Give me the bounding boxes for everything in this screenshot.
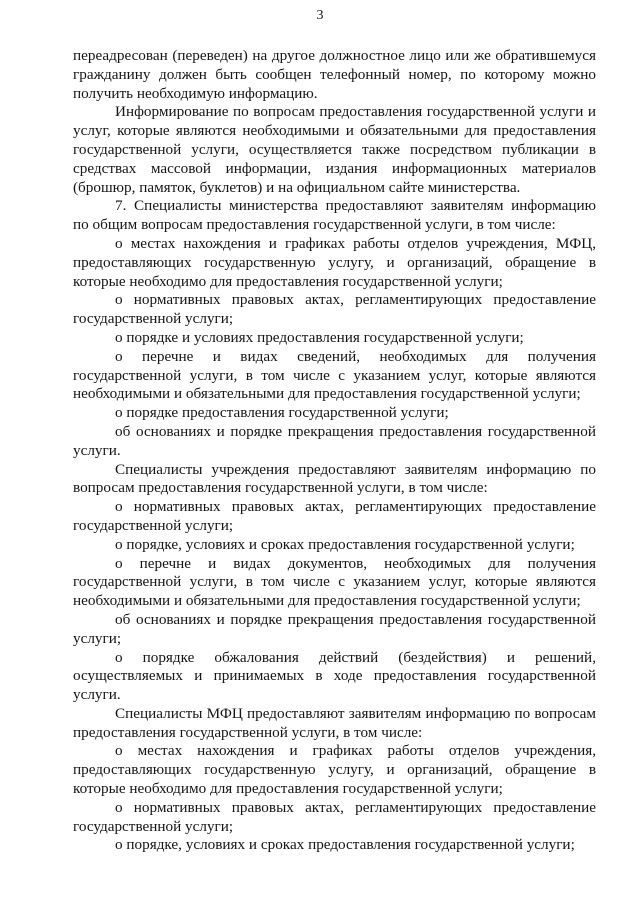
paragraph: о местах нахождения и графиках работы отделов учреждения, МФЦ, предоставляющих государственную услугу, и организаций, обращение в которые необходимо для предоставления государственной услуги; <box>73 234 596 290</box>
paragraph: Специалисты учреждения предоставляют заявителям информацию по вопросам предоставления государственной услуги, в том числе: <box>73 460 596 497</box>
paragraph: о нормативных правовых актах, регламентирующих предоставление государственной услуги; <box>73 498 596 534</box>
page-number: 3 <box>316 8 324 23</box>
paragraph: о местах нахождения и графиках работы отделов учреждения, предоставляющих государственную услугу, и организаций, обращение в которые необходимо для предоставления государственной услуги; <box>73 742 596 798</box>
paragraph: о перечне и видах документов, необходимых для получения государственной услуги, в том числе с указанием услуг, которые являются необходимыми и обязательными для предоставления государственной услуги; <box>73 554 596 610</box>
paragraph: о порядке, условиях и сроках предоставления государственной услуги; <box>115 535 575 553</box>
paragraph: о нормативных правовых актах, регламентирующих предоставление государственной услуги; <box>73 291 596 328</box>
paragraph: 7. Специалисты министерства предоставляют заявителям информацию по общим вопросам предоставления государственной услуги, в том числе: <box>73 197 596 234</box>
paragraph: о перечне и видах сведений, необходимых для получения государственной услуги, в том числе с указанием услуг, которые являются необходимыми и обязательными для предоставления государственной услуги; <box>73 347 596 403</box>
paragraph: о порядке обжалования действий (бездействия) и решений, осуществляемых и принимаемых в ходе предоставления государственной услуги. <box>73 648 596 704</box>
document-body <box>73 47 596 855</box>
paragraph: переадресован (переведен) на другое должностное лицо или же обратившемуся гражданину должен быть сообщен телефонный номер, по которому можно получить необходимую информацию. <box>73 47 596 102</box>
paragraph: о порядке, условиях и сроках предоставления государственной услуги; <box>115 836 575 854</box>
paragraph: Специалисты МФЦ предоставляют заявителям информацию по вопросам предоставления государственной услуги, в том числе: <box>73 704 596 741</box>
paragraph: об основаниях и порядке прекращения предоставления государственной услуги; <box>73 610 596 647</box>
paragraph: о порядке предоставления государственной услуги; <box>115 404 449 422</box>
paragraph: Информирование по вопросам предоставления государственной услуги и услуг, которые являются необходимыми и обязательными для предоставления государственной услуги, осуществляется также посредством публикации в средствах массовой информации, издания информационных материалов (брошюр, памяток, буклетов) и на официальном сайте министерства. <box>73 103 596 196</box>
paragraph: о порядке и условиях предоставления государственной услуги; <box>115 328 524 346</box>
paragraph: о нормативных правовых актах, регламентирующих предоставление государственной услуги; <box>73 798 596 835</box>
paragraph: об основаниях и порядке прекращения предоставления государственной услуги. <box>73 422 596 459</box>
